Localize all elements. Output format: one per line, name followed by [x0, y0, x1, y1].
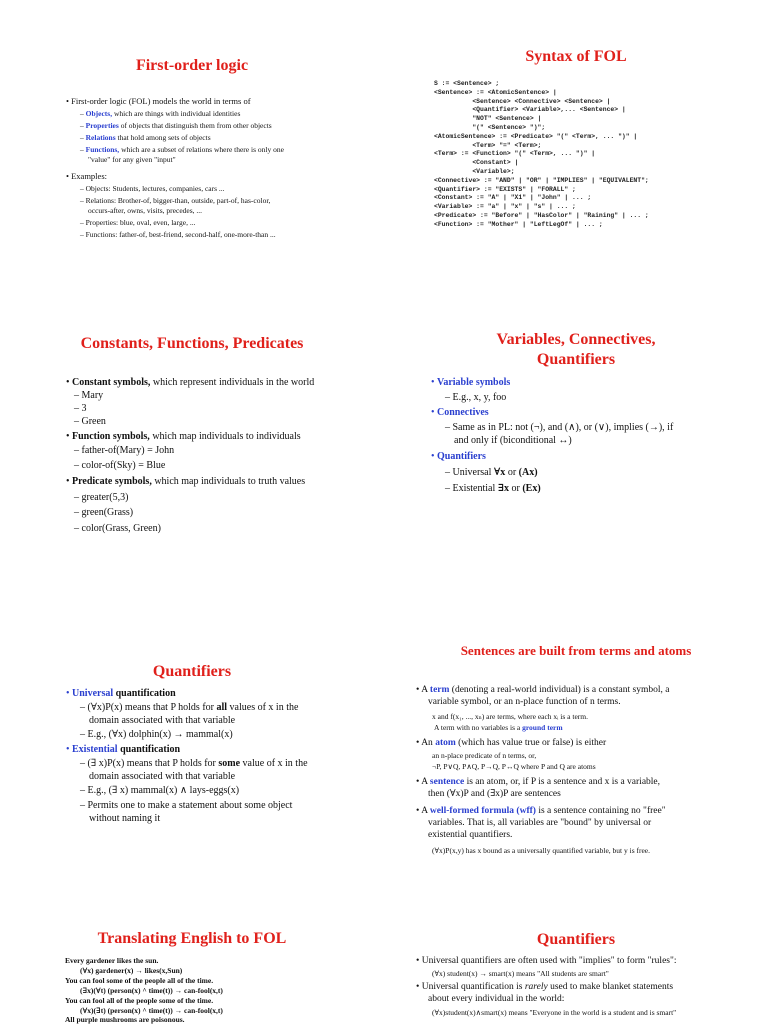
- sub-properties: – Properties of objects that distinguish them from other objects: [80, 121, 272, 130]
- slide-first-order-logic: [0, 0, 384, 256]
- term-sub-1: x and f(x₁, ..., xₙ) are terms, where each xᵢ is a term.: [432, 712, 588, 721]
- existential-meaning: – (∃ x)P(x) means that P holds for some value of x in the: [80, 758, 308, 769]
- sub-functions: – Functions, which are a subset of relations where there is only one: [80, 145, 284, 154]
- connectives-desc: – Same as in PL: not (¬), and (∧), or (∨), implies (→), if: [445, 422, 674, 433]
- grammar-block: S := <Sentence> ; <Sentence> := <AtomicSentence> | <Sentence> <Connective> <Sentence> | <Quantifier> <Variable>,... <Sentence> | "NOT" <Sentence> | "(" <Sentence> ")"; <AtomicSentence> := <Predicate> "(" <Term>, ... ")" | <Term> "=" <Term>; <Term> := <Function> "(" <Term>, ... ")" | <Constant> | <Variable>; <Connective> := "AND" | "OR" | "IMPLIES" | "EQUIVALENT"; <Quantifier> := "EXISTS" | "FORALL" ; <Constant> := "A" | "X1" | "John" | ... ; <Variable> := "a" | "x" | "s" | ... ; <Predicate> := "Before" | "HasColor" | "Raining" | ... ; <Function> := "Mother" | "LeftLegOf" | ... ;: [434, 80, 649, 228]
- slide-title: Translating English to FOL: [97, 930, 287, 947]
- bullet-wff: • A well-formed formula (wff) is a sentence containing no "free": [416, 806, 666, 816]
- quantifier-universal: – Universal ∀x or (Ax): [445, 467, 538, 478]
- bullet-atom: • An atom (which has value true or false) is either: [416, 738, 607, 748]
- function-2: – color-of(Sky) = Blue: [74, 460, 166, 471]
- function-1: – father-of(Mary) = John: [74, 445, 175, 456]
- slide-translating-english-to-fol: [0, 768, 384, 1024]
- example-objects: – Objects: Students, lectures, companies, cars ...: [80, 184, 225, 193]
- slide-variables-connectives-quantifiers: [384, 256, 768, 512]
- wff-example: (∀x)P(x,y) has x bound as a universally quantified variable, but y is free.: [432, 846, 651, 855]
- english-3: You can fool all of the people some of the time.: [65, 996, 214, 1005]
- bullet-quantifiers: • Quantifiers: [431, 451, 486, 462]
- existential-example: – E.g., (∃ x) mammal(x) ∧ lays-eggs(x): [80, 785, 240, 796]
- constant-2: – 3: [74, 403, 87, 414]
- rarely-cont: about every individual in the world:: [428, 994, 565, 1004]
- bullet-universal: • Universal quantification: [66, 688, 176, 699]
- universal-example: – E.g., (∀x) dolphin(x) → mammal(x): [80, 729, 233, 740]
- existential-meaning-cont: domain associated with that variable: [89, 771, 236, 782]
- english-1: Every gardener likes the sun.: [65, 956, 159, 965]
- bullet-connectives: • Connectives: [431, 407, 489, 418]
- english-2: You can fool some of the people all of the time.: [65, 976, 214, 985]
- bullet-existential: • Existential quantification: [66, 744, 181, 755]
- slide-syntax-of-fol: [384, 0, 768, 256]
- bullet-rarely: • Universal quantification is rarely used to make blanket statements: [416, 982, 674, 992]
- variable-example: – E.g., x, y, foo: [445, 392, 507, 403]
- bullet-functions: • Function symbols, which map individuals to individuals: [66, 431, 301, 442]
- predicate-1: – greater(5,3): [74, 492, 129, 503]
- slide-title: Quantifiers: [536, 931, 616, 948]
- term-sub-2: A term with no variables is a ground term: [434, 723, 563, 732]
- bullet-intro: • First-order logic (FOL) models the world in terms of: [66, 96, 251, 106]
- bullet-predicates: • Predicate symbols, which map individuals to truth values: [66, 476, 306, 487]
- predicate-2: – green(Grass): [74, 507, 134, 518]
- example-functions: – Functions: father-of, best-friend, second-half, one-more-than ...: [80, 230, 276, 239]
- fol-3: (∀x)(∃t) (person(x) ^ time(t)) → can-fool(x,t): [80, 1006, 223, 1015]
- quantifier-existential: – Existential ∃x or (Ex): [445, 483, 541, 494]
- slide-title: Variables, Connectives,: [496, 331, 656, 348]
- atom-sub-2: ¬P, P∨Q, P∧Q, P→Q, P↔Q where P and Q are atoms: [432, 762, 596, 771]
- fol-1: (∀x) gardener(x) → likes(x,Sun): [80, 966, 183, 975]
- slide-title: Quantifiers: [152, 663, 232, 680]
- universal-meaning: – (∀x)P(x) means that P holds for all values of x in the: [80, 702, 299, 713]
- sub-functions-cont: "value" for any given "input": [88, 155, 176, 164]
- sub-objects: – Objects, which are things with individual identities: [80, 109, 241, 118]
- bullet-term: • A term (denoting a real-world individual) is a constant symbol, a: [416, 685, 670, 695]
- bullet-examples: • Examples:: [66, 171, 107, 181]
- universal-meaning-cont: domain associated with that variable: [89, 715, 236, 726]
- bullet-variable-symbols: • Variable symbols: [431, 377, 511, 388]
- sentence-cont: then (∀x)P and (∃x)P are sentences: [428, 789, 561, 799]
- wff-cont-1: variables. That is, all variables are "bound" by universal or: [428, 818, 652, 828]
- rules-example: (∀x) student(x) → smart(x) means "All students are smart": [432, 969, 609, 978]
- slide-quantifiers: [0, 512, 384, 768]
- constant-1: – Mary: [74, 390, 104, 401]
- slide-title: Syntax of FOL: [525, 48, 627, 65]
- slide-constants-functions-predicates: [0, 256, 384, 518]
- slide-title: Constants, Functions, Predicates: [80, 335, 304, 352]
- bullet-sentence: • A sentence is an atom, or, if P is a sentence and x is a variable,: [416, 777, 661, 787]
- example-relations: – Relations: Brother-of, bigger-than, outside, part-of, has-color,: [80, 196, 271, 205]
- rarely-example: (∀x)student(x)∧smart(x) means "Everyone in the world is a student and is smart": [432, 1008, 677, 1017]
- bullet-rules: • Universal quantifiers are often used with "implies" to form "rules":: [416, 956, 677, 966]
- slide-title: Sentences are built from terms and atoms: [460, 643, 692, 658]
- slide-title-line-2: Quantifiers: [536, 351, 616, 368]
- term-cont: variable symbol, or an n-place function of n terms.: [428, 697, 621, 707]
- atom-sub-1: an n-place predicate of n terms, or,: [432, 751, 537, 760]
- constant-3: – Green: [74, 416, 106, 427]
- sub-relations: – Relations that hold among sets of objects: [80, 133, 211, 142]
- bullet-constants: • Constant symbols, which represent individuals in the world: [66, 377, 315, 388]
- example-relations-cont: occurs-after, owns, visits, precedes, ...: [88, 206, 203, 215]
- existential-note: – Permits one to make a statement about some object: [80, 800, 293, 811]
- wff-cont-2: existential quantifiers.: [428, 830, 513, 840]
- slide-quantifiers-rules: [384, 768, 768, 1024]
- slide-title: First-order logic: [135, 57, 249, 74]
- english-4: All purple mushrooms are poisonous.: [65, 1015, 185, 1024]
- predicate-3: – color(Grass, Green): [74, 523, 161, 534]
- example-properties: – Properties: blue, oval, even, large, ...: [80, 218, 196, 227]
- existential-note-cont: without naming it: [89, 813, 161, 824]
- fol-2: (∃x)(∀t) (person(x) ^ time(t)) → can-fool(x,t): [80, 986, 223, 995]
- connectives-desc-cont: and only if (biconditional ↔): [454, 435, 572, 446]
